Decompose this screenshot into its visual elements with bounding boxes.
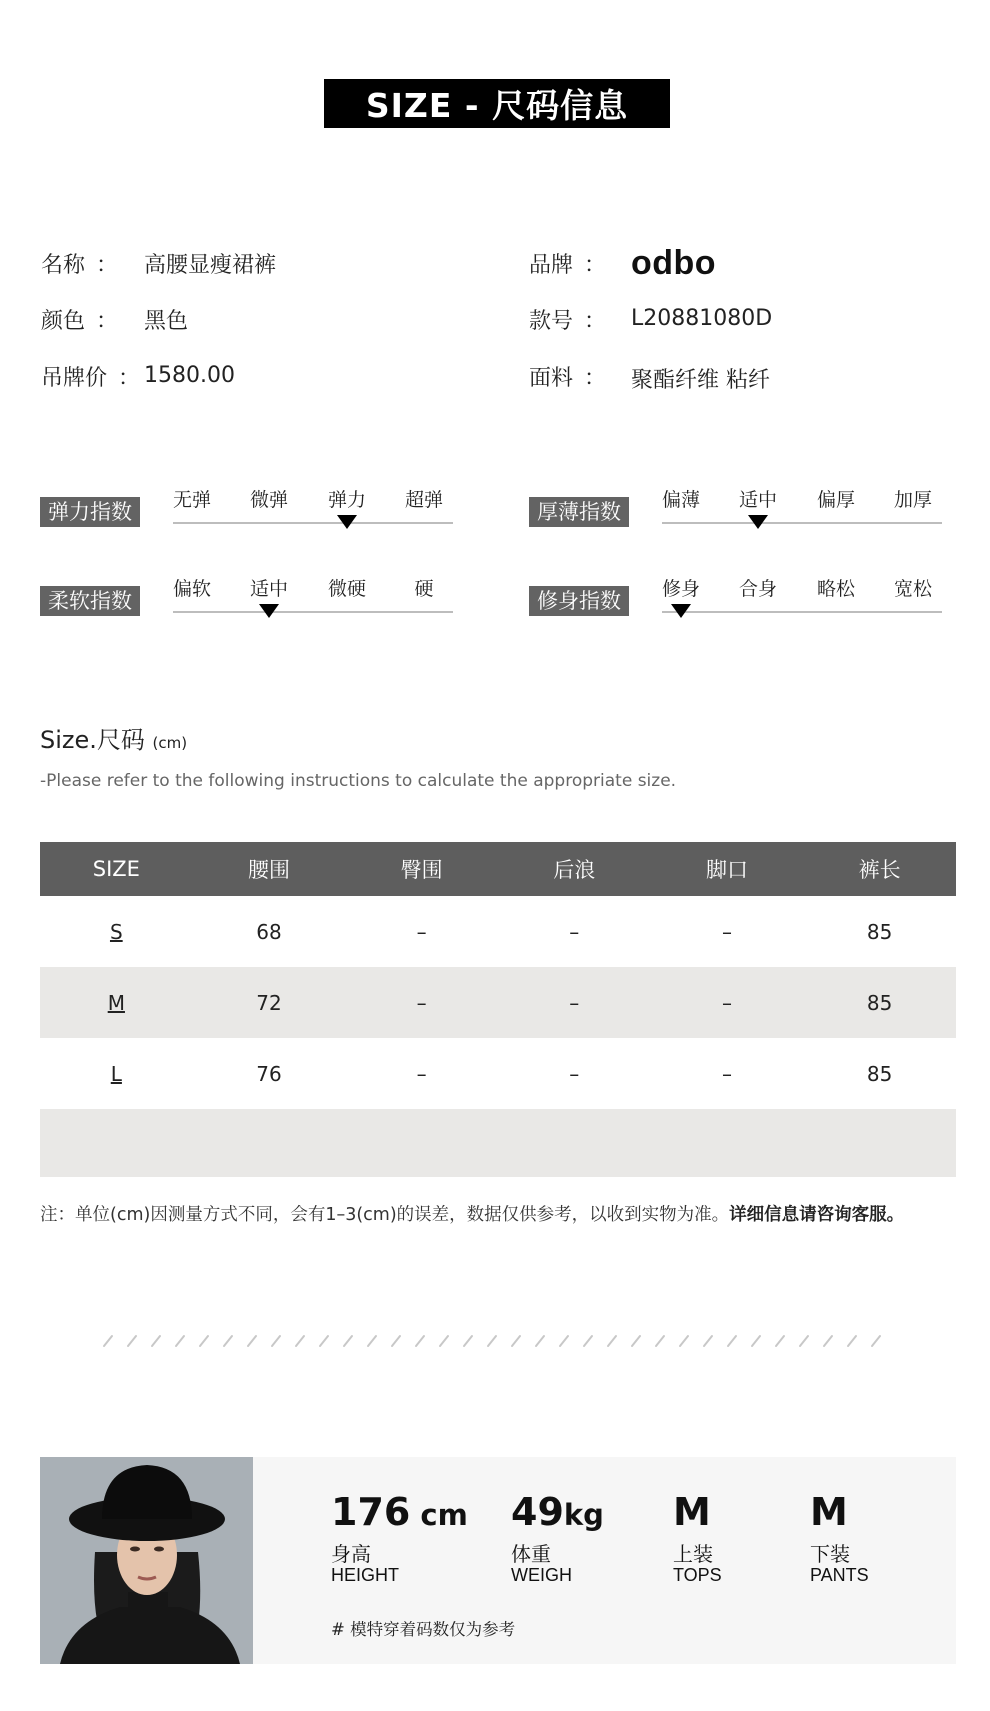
thickness-option: 适中: [738, 489, 777, 511]
elasticity-scale-line: [173, 522, 453, 524]
size-value: L: [110, 1061, 122, 1086]
table-cell: –: [345, 967, 498, 1038]
fit-marker-icon: [671, 604, 691, 618]
thickness-scale-line: [662, 522, 942, 524]
color-label: 颜色: [41, 309, 86, 334]
elasticity-option: 弹力: [327, 489, 366, 511]
softness-scale: [157, 574, 457, 619]
divider-slash: [728, 1336, 736, 1346]
pants-en-label: PANTS: [810, 1565, 869, 1585]
size-subtitle: -Please refer to the following instructions to calculate the appropriate size.: [40, 771, 677, 791]
softness-option: 微硬: [327, 578, 366, 600]
elasticity-marker-icon: [337, 515, 357, 529]
tops-size: M: [673, 1490, 711, 1534]
fit-index-badge: 修身指数: [529, 586, 629, 616]
fabric-value: 聚酯纤维 粘纤: [631, 368, 770, 393]
pants-size: M: [810, 1490, 848, 1534]
table-row: [40, 967, 956, 1038]
header-rise: 后浪: [498, 842, 651, 896]
price-label: 吊牌价: [41, 366, 108, 391]
divider-slash: [512, 1336, 520, 1346]
slash-divider: [100, 1333, 890, 1349]
divider-slash: [656, 1336, 664, 1346]
thickness-option: 加厚: [893, 489, 932, 511]
thickness-option: 偏薄: [661, 489, 700, 511]
height-value: [331, 1490, 468, 1534]
name-colon: ：: [96, 253, 119, 278]
divider-slash: [752, 1336, 760, 1346]
table-cell: 72: [193, 967, 346, 1038]
table-cell: –: [721, 919, 732, 944]
table-header-row: [40, 842, 956, 896]
header-waist: 腰围: [193, 842, 346, 896]
weight-number: 49: [511, 1490, 564, 1534]
name-value: 高腰显瘦裙裤: [144, 253, 277, 278]
table-row-empty: [40, 1109, 956, 1177]
style-no-value: L20881080D: [631, 306, 773, 331]
softness-option: 偏软: [172, 578, 211, 600]
divider-slash: [872, 1336, 880, 1346]
divider-slash: [536, 1336, 544, 1346]
softness-option: 适中: [249, 578, 288, 600]
fit-option: 修身: [661, 578, 700, 600]
elasticity-option: 微弹: [249, 489, 288, 511]
header-hem: 脚口: [651, 842, 804, 896]
table-cell: 85: [803, 967, 956, 1038]
table-cell-empty: [40, 1109, 956, 1177]
height-unit: cm: [410, 1498, 468, 1532]
divider-slash: [320, 1336, 328, 1346]
divider-slash: [800, 1336, 808, 1346]
weight-en-label: WEIGH: [511, 1565, 572, 1585]
name-label: 名称: [41, 253, 86, 278]
divider-slash: [392, 1336, 400, 1346]
brand-label: 品牌: [529, 253, 574, 278]
fabric-colon: ：: [584, 366, 607, 391]
table-cell: –: [651, 967, 804, 1038]
divider-slash: [488, 1336, 496, 1346]
divider-slash: [632, 1336, 640, 1346]
thickness-scale: [646, 485, 946, 530]
divider-slash: [272, 1336, 280, 1346]
elasticity-option: 无弹: [172, 489, 211, 511]
measurement-note: [40, 1201, 904, 1226]
height-cn-label: 身高: [331, 1542, 371, 1566]
elasticity-index-badge: 弹力指数: [40, 497, 140, 527]
size-cell: [40, 1038, 193, 1109]
height-number: 176: [331, 1490, 411, 1534]
divider-slash: [296, 1336, 304, 1346]
thickness-index-badge: 厚薄指数: [529, 497, 629, 527]
model-portrait-image: [40, 1457, 253, 1664]
weight-cn-label: 体重: [511, 1542, 551, 1566]
size-heading-text: Size.尺码: [40, 726, 145, 754]
model-size-note: # 模特穿着码数仅为参考: [331, 1620, 516, 1639]
size-heading-unit: (cm): [152, 734, 188, 752]
table-cell: –: [721, 1061, 732, 1086]
divider-slash: [368, 1336, 376, 1346]
divider-slash: [176, 1336, 184, 1346]
note-bold: 详细信息请咨询客服。: [729, 1205, 905, 1225]
size-value: S: [109, 919, 123, 944]
page-title: SIZE - 尺码信息: [324, 79, 670, 128]
header-length: 裤长: [803, 842, 956, 896]
divider-slash: [824, 1336, 832, 1346]
table-cell: –: [416, 1061, 427, 1086]
divider-slash: [560, 1336, 568, 1346]
tops-cn-label: 上装: [673, 1542, 713, 1566]
divider-slash: [608, 1336, 616, 1346]
color-colon: ：: [96, 309, 119, 334]
size-table: [40, 842, 956, 1177]
color-value: 黑色: [144, 309, 189, 334]
tops-en-label: TOPS: [673, 1565, 722, 1585]
divider-slash: [440, 1336, 448, 1346]
thickness-marker-icon: [748, 515, 768, 529]
table-cell: 76: [256, 1061, 282, 1086]
height-en-label: HEIGHT: [331, 1565, 400, 1585]
elasticity-scale: [157, 485, 457, 530]
divider-slash: [104, 1336, 112, 1346]
divider-slash: [416, 1336, 424, 1346]
table-cell: 85: [866, 919, 893, 944]
pants-cn-label: 下装: [810, 1542, 850, 1566]
style-no-colon: ：: [584, 309, 607, 334]
style-no-label: 款号: [529, 309, 574, 334]
divider-slash: [680, 1336, 688, 1346]
size-cell: [40, 967, 193, 1038]
price-colon: ：: [118, 366, 141, 391]
fabric-label: 面料: [529, 366, 574, 391]
thickness-option: 偏厚: [816, 489, 855, 511]
note-text: 注：单位(cm)因测量方式不同，会有1–3(cm)的误差，数据仅供参考，以收到实物为准。: [40, 1205, 730, 1225]
price-value: 1580.00: [144, 363, 235, 388]
divider-slash: [704, 1336, 712, 1346]
divider-slash: [200, 1336, 208, 1346]
pants-size-value: [810, 1490, 848, 1534]
table-row: [40, 896, 956, 967]
header-size: SIZE: [40, 842, 193, 896]
divider-slash: [776, 1336, 784, 1346]
softness-marker-icon: [259, 604, 279, 618]
divider-slash: [224, 1336, 232, 1346]
divider-slash: [584, 1336, 592, 1346]
size-cell: [40, 896, 193, 967]
size-heading: [40, 720, 187, 755]
table-cell: –: [569, 919, 580, 944]
header-hip: 臀围: [345, 842, 498, 896]
softness-index-badge: 柔软指数: [40, 586, 140, 616]
weight-value: [511, 1490, 604, 1534]
elasticity-option: 超弹: [404, 489, 443, 511]
weight-unit: kg: [563, 1498, 604, 1532]
brand-colon: ：: [584, 253, 607, 278]
size-value: M: [107, 990, 125, 1015]
divider-slash: [248, 1336, 256, 1346]
table-cell: –: [569, 1061, 580, 1086]
table-cell: 68: [256, 919, 282, 944]
fit-option: 合身: [738, 578, 777, 600]
divider-slash: [464, 1336, 472, 1346]
model-photo: [40, 1457, 253, 1664]
divider-slash: [848, 1336, 856, 1346]
softness-option: 硬: [414, 578, 434, 600]
tops-size-value: [673, 1490, 711, 1534]
divider-slash: [344, 1336, 352, 1346]
table-row: [40, 1038, 956, 1109]
table-cell: 85: [866, 1061, 893, 1086]
table-cell: –: [416, 919, 427, 944]
fit-scale: [646, 574, 946, 619]
divider-slash: [152, 1336, 160, 1346]
fit-option: 宽松: [893, 578, 932, 600]
divider-slash: [128, 1336, 136, 1346]
fit-option: 略松: [816, 578, 855, 600]
table-cell: –: [498, 967, 651, 1038]
fit-scale-line: [662, 611, 942, 613]
softness-scale-line: [173, 611, 453, 613]
brand-logo: odbo: [631, 244, 717, 282]
